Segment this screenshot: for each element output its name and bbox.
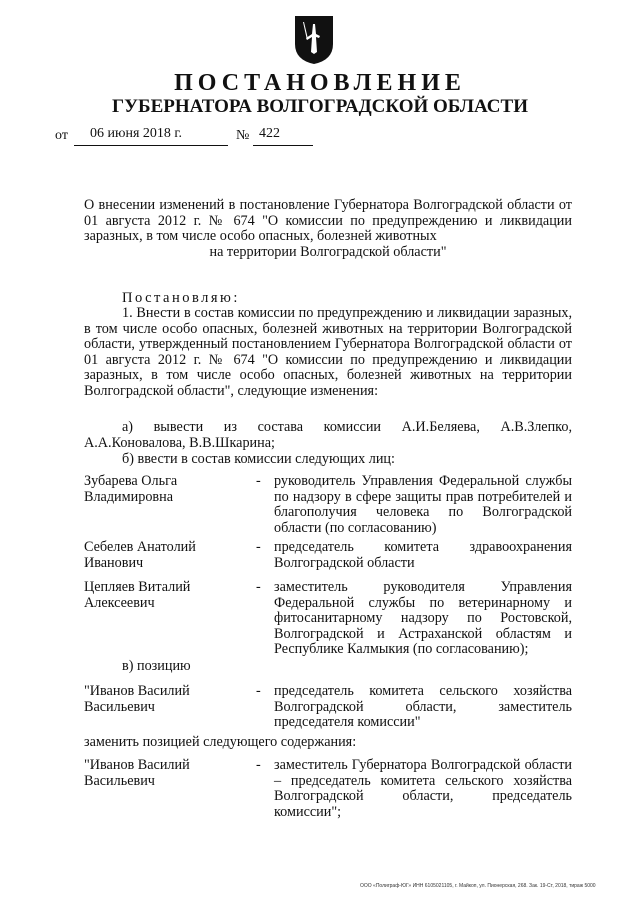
- date-underline: [74, 145, 228, 146]
- replace-text: заменить позицией следующего содержания:: [84, 734, 357, 750]
- subject-main-text: О внесении изменений в постановление Губернатора Волгоградской области от 01 августа 2012 г. № 674 "О комиссии по предупреждению и ликвидации заразных, в том числе особо опасных, болезней животных: [84, 197, 572, 244]
- person-position: председатель комитета здравоохранения Волгоградской области: [274, 539, 572, 571]
- person-dash: -: [256, 757, 261, 773]
- decree-word: Постановляю:: [122, 290, 240, 306]
- paragraph-1: 1. Внести в состав комиссии по предупреждению и ликвидации заразных, в том числе особо опасных, болезней животных на территории Волгоградской области, утвержденный постановлением Губернатора Волгоградской области от 01 августа 2012 г. № 674 "О комиссии по предупреждению и ликвидации заразных, в том числе особо опасных, болезней животных на территории Волгоградской области", следующие изменения:: [84, 305, 572, 399]
- person-name: "Иванов Василий Васильевич: [84, 757, 190, 789]
- document-date: 06 июня 2018 г.: [90, 126, 183, 141]
- from-label: от: [55, 128, 68, 143]
- person-dash: -: [256, 539, 261, 555]
- person-name: Себелев Анатолий Иванович: [84, 539, 196, 571]
- paragraph-a: а) вывести из состава комиссии А.И.Беляева, А.В.Злепко, А.А.Коновалова, В.В.Шкарина;: [84, 419, 572, 451]
- person-position: заместитель руководителя Управления Федеральной службы по ветеринарному и фитосанитарному надзору по Ростовской, Волгоградской и Астраханской областям и Республике Калмыкия (по согласованию);: [274, 579, 572, 657]
- person-name: "Иванов Василий Васильевич: [84, 683, 190, 715]
- person-position: руководитель Управления Федеральной службы по надзору в сфере защиты прав потребителей и благополучия человека по Волгоградской области (по согласованию): [274, 473, 572, 536]
- volgograd-emblem-icon: [293, 14, 335, 66]
- person-position: заместитель Губернатора Волгоградской области – председатель комитета сельского хозяйства Волгоградской области, председатель комиссии";: [274, 757, 572, 820]
- person-dash: -: [256, 579, 261, 595]
- position-v-label: в) позицию: [122, 658, 191, 674]
- document-subject: [84, 198, 572, 260]
- person-dash: -: [256, 473, 261, 489]
- person-name: Зубарева Ольга Владимировна: [84, 473, 178, 505]
- person-dash: -: [256, 683, 261, 699]
- document-title: ПОСТАНОВЛЕНИЕ: [174, 70, 466, 96]
- document-subtitle: ГУБЕРНАТОРА ВОЛГОГРАДСКОЙ ОБЛАСТИ: [112, 96, 528, 117]
- number-label: №: [236, 128, 250, 143]
- subject-last-line: на территории Волгоградской области": [209, 243, 447, 260]
- person-position: председатель комитета сельского хозяйства Волгоградской области, заместитель председателя комиссии": [274, 683, 572, 730]
- document-number: 422: [259, 126, 280, 141]
- person-name: Цепляев Виталий Алексеевич: [84, 579, 191, 611]
- printer-footer: ООО «Полиграф-ЮГ» ИНН 6105021105, г. Майкоп, ул. Пионерская, 268. Зак. 19-Ст, 2018, тираж 5000: [360, 883, 596, 889]
- number-underline: [253, 145, 313, 146]
- paragraph-b: б) ввести в состав комиссии следующих лиц:: [122, 451, 395, 467]
